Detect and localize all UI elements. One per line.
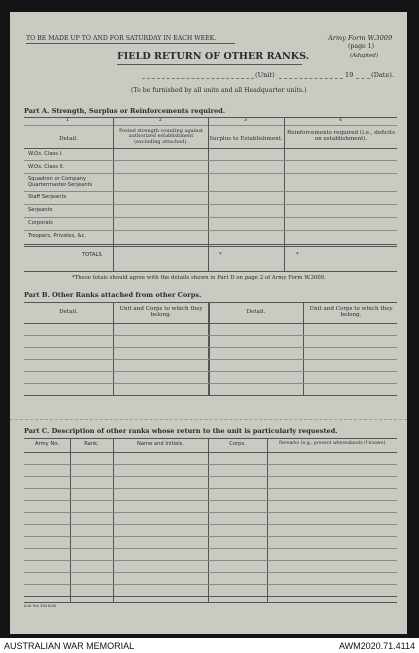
- part-a-bottom-rule: [24, 271, 397, 272]
- date-fill-line: [279, 78, 343, 79]
- part-a-heading: Part A. Strength, Surplus or Reinforcements required.: [24, 107, 226, 115]
- part-a-col-number: 2: [159, 118, 162, 123]
- form-number: Army Form W.3009: [328, 34, 393, 42]
- part-b-row-rule: [24, 347, 397, 348]
- part-c-row-rule: [24, 488, 397, 489]
- part-c-row-rule: [24, 464, 397, 465]
- part-b-row-rule: [24, 371, 397, 372]
- part-a-header-rule: [24, 148, 397, 149]
- part-b-row-rule: [24, 383, 397, 384]
- part-b-col-header: Detail.: [59, 309, 78, 315]
- part-a-row-rule: [24, 217, 397, 218]
- part-c-row-rule: [24, 500, 397, 501]
- part-c-col-line: [70, 438, 71, 602]
- form-paper: [10, 12, 407, 634]
- part-a-col-header: Reinforcements required (i.e., deficits on establishment).: [287, 130, 395, 142]
- part-c-row-rule: [24, 584, 397, 585]
- part-a-footnote: *These totals should agree with the details shown in Part D on page 2 of Army Form W.3009.: [72, 275, 326, 281]
- part-b-top-rule: [24, 302, 397, 303]
- part-c-header-rule: [24, 452, 397, 453]
- part-b-header-rule: [24, 323, 397, 324]
- part-c-col-line: [208, 438, 209, 602]
- part-a-col-line: [113, 117, 114, 271]
- part-c-col-line: [113, 438, 114, 602]
- part-b-col-line: [113, 302, 114, 395]
- form-title: FIELD RETURN OF OTHER RANKS.: [117, 51, 310, 62]
- part-a-row-label: Staff Serjeants: [28, 194, 67, 200]
- part-a-row-rule: [24, 230, 397, 231]
- part-c-row-rule: [24, 536, 397, 537]
- unit-label: (Unit): [255, 71, 275, 79]
- title-underline: [117, 64, 302, 65]
- part-c-col-header: Rank.: [84, 441, 99, 447]
- part-a-row-label: W.Os. Class II.: [28, 164, 65, 170]
- part-a-row-label: Troopers, Privates, &c.: [28, 233, 87, 239]
- part-a-row-rule: [24, 160, 397, 161]
- part-b-heading: Part B. Other Ranks attached from other Corps.: [24, 291, 202, 299]
- part-c-row-rule: [24, 572, 397, 573]
- part-c-col-header: Name and Initials.: [136, 441, 185, 447]
- footer-bar: [0, 638, 419, 653]
- top-note-underline: [26, 43, 235, 44]
- part-b-center-line: [208, 302, 210, 395]
- part-c-row-rule: [24, 548, 397, 549]
- part-c-row-rule: [24, 596, 397, 597]
- unit-fill-line: [142, 78, 254, 79]
- part-a-row-label: W.Os. Class I.: [28, 151, 63, 157]
- part-c-heading: Part C. Description of other ranks whose return to the unit is particularly requested.: [24, 427, 338, 435]
- part-a-col-number: 4: [339, 118, 342, 123]
- part-a-double-rule: [24, 246, 397, 247]
- part-c-row-rule: [24, 476, 397, 477]
- print-code: A.W. Rm 334 8/40: [24, 604, 57, 608]
- part-a-col-number: 1: [66, 118, 69, 123]
- part-a-number-rule: [24, 125, 397, 126]
- part-b-col-line: [303, 302, 304, 395]
- fold-line: [10, 419, 407, 420]
- date-fill-line-2: [356, 78, 370, 79]
- part-a-row-rule: [24, 173, 397, 174]
- part-a-col-header: Surplus to Establishment.: [209, 136, 283, 142]
- part-c-bottom-rule: [24, 602, 397, 603]
- part-a-col-number: 3: [244, 118, 247, 123]
- part-a-row-label: Serjeants: [28, 207, 53, 213]
- part-b-col-header: Unit and Corps to which they belong.: [309, 306, 393, 318]
- part-a-col-line: [284, 117, 285, 271]
- form-adapted: (Adapted): [350, 53, 379, 59]
- totals-asterisk: *: [219, 252, 222, 258]
- form-page: (page 1): [348, 43, 375, 50]
- part-c-col-header: Remarks (e.g., present whereabouts if known).: [279, 441, 387, 446]
- part-c-col-header: Army No.: [35, 441, 59, 447]
- totals-asterisk: *: [296, 252, 299, 258]
- part-a-row-label: Squadron or Company Quartermaster-Serjeants: [28, 176, 93, 188]
- part-a-row-rule: [24, 204, 397, 205]
- part-b-bottom-rule: [24, 395, 397, 396]
- footer-credit: AUSTRALIAN WAR MEMORIAL: [4, 641, 135, 651]
- furnished-note: (To be furnished by all units and all Headquarter units.): [131, 87, 307, 94]
- date-label: (Date).: [371, 71, 395, 79]
- part-a-col-header: Detail.: [59, 136, 78, 142]
- part-a-col-header: Posted strength counting against authorized establishment (excluding attached).: [118, 128, 204, 145]
- part-c-row-rule: [24, 512, 397, 513]
- part-b-row-rule: [24, 335, 397, 336]
- part-a-row-rule: [24, 244, 397, 245]
- part-a-row-label: Corporals: [28, 220, 53, 226]
- year-label: 19: [345, 71, 354, 79]
- top-note: TO BE MADE UP TO AND FOR SATURDAY IN EACH WEEK.: [26, 35, 217, 42]
- part-a-row-rule: [24, 191, 397, 192]
- part-c-top-rule: [24, 438, 397, 439]
- part-c-row-rule: [24, 560, 397, 561]
- footer-accession-number: AWM2020.71.4114: [338, 641, 415, 651]
- part-c-col-line: [267, 438, 268, 602]
- totals-label: TOTALS: [82, 252, 102, 258]
- part-c-col-header: Corps.: [229, 441, 246, 447]
- part-b-row-rule: [24, 359, 397, 360]
- part-b-col-header: Detail.: [246, 309, 266, 315]
- part-c-row-rule: [24, 524, 397, 525]
- part-b-col-header: Unit and Corps to which they belong.: [119, 306, 203, 318]
